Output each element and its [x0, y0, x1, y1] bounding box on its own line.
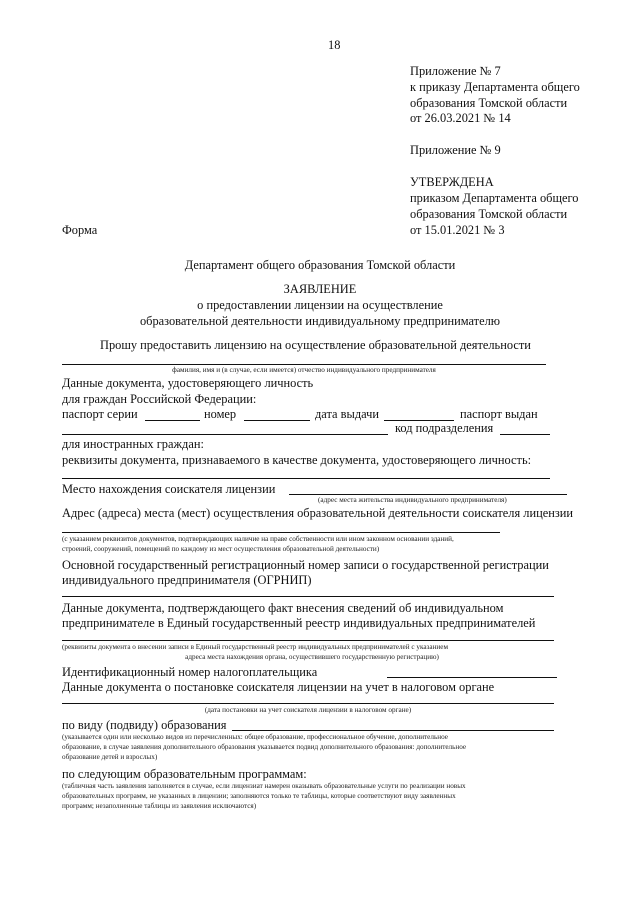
egrip-hint-1: (реквизиты документа о внесении записи в Единый государственный реестр индивидуальных предпринимателей с указанием: [62, 643, 449, 651]
division-code-label: код подразделения: [395, 421, 494, 435]
page-number: 18: [328, 38, 341, 52]
citizens-label: для граждан Российской Федерации:: [62, 392, 257, 406]
approved-title: УТВЕРЖДЕНА: [410, 175, 494, 189]
passport-number-field[interactable]: [244, 420, 310, 421]
appendix7-line4: от 26.03.2021 № 14: [410, 111, 511, 125]
passport-series-label: паспорт серии: [62, 407, 138, 421]
education-type-hint-3: образование детей и взрослых): [62, 753, 158, 761]
foreign-doc-label: реквизиты документа, признаваемого в качестве документа, удостоверяющего личность:: [62, 453, 532, 467]
fio-hint: фамилия, имя и (в случае, если имеется) отчество индивидуального предпринимателя: [172, 366, 436, 374]
activity-address-label: Адрес (адреса) места (мест) осуществления образовательной деятельности соискателя лицензии: [62, 506, 573, 520]
egrip-label-2: предпринимателе в Единый государственный реестр индивидуальных предпринимателей: [62, 616, 536, 630]
programs-hint-1: (табличная часть заявления заполняется в случае, если лицензиат намерен оказывать образовательные услуги по реализации новых: [62, 782, 466, 790]
appendix7-line2: к приказу Департамента общего: [410, 80, 580, 94]
form-label: Форма: [62, 223, 98, 237]
issued-by-field[interactable]: [62, 434, 388, 435]
approved-line1: приказом Департамента общего: [410, 191, 579, 205]
location-label: Место нахождения соискателя лицензии: [62, 482, 276, 496]
ogrnip-label-1: Основной государственный регистрационный номер записи о государственной регистрации: [62, 558, 549, 572]
programs-hint-2: образовательных программ, не указанных в лицензии; заполняются только те таблицы, которые соответствуют виду заявленных: [62, 792, 456, 800]
ogrnip-label-2: индивидуального предпринимателя (ОГРНИП): [62, 573, 312, 587]
request-text: Прошу предоставить лицензию на осуществление образовательной деятельности: [100, 338, 531, 352]
foreign-doc-field[interactable]: [62, 478, 550, 479]
tax-hint: (дата постановки на учет соискателя лицензии в налоговом органе): [204, 706, 412, 714]
tax-field[interactable]: [62, 703, 554, 704]
activity-address-field[interactable]: [62, 532, 500, 533]
passport-series-field[interactable]: [145, 420, 200, 421]
ogrnip-field[interactable]: [62, 596, 554, 597]
education-type-hint-2: образование, в случае заявления дополнительного образования указывается подвид дополнительного образования: дополнительное: [62, 743, 467, 751]
activity-address-hint-2: строений, сооружений, помещений по каждому из мест осуществления образовательной деятельности): [62, 545, 380, 553]
identity-heading: Данные документа, удостоверяющего личность: [62, 376, 314, 390]
foreigners-label: для иностранных граждан:: [62, 437, 204, 451]
document-title: ЗАЯВЛЕНИЕ: [283, 282, 357, 296]
issue-date-label: дата выдачи: [315, 407, 379, 421]
division-code-field[interactable]: [500, 434, 550, 435]
approved-line3: от 15.01.2021 № 3: [410, 223, 505, 237]
appendix9: Приложение № 9: [410, 143, 501, 157]
programs-label: по следующим образовательным программам:: [62, 767, 307, 781]
tax-label: Данные документа о постановке соискателя лицензии на учет в налоговом органе: [62, 680, 495, 694]
document-subtitle-2: образовательной деятельности индивидуальному предпринимателю: [139, 314, 501, 328]
education-type-field[interactable]: [232, 730, 554, 731]
appendix7-line1: Приложение № 7: [410, 64, 501, 78]
inn-field[interactable]: [387, 677, 557, 678]
programs-hint-3: программ; незаполненные таблицы из заявления исключаются): [62, 802, 257, 810]
issued-by-label: паспорт выдан: [460, 407, 538, 421]
fio-field[interactable]: [62, 364, 546, 365]
egrip-field[interactable]: [62, 640, 554, 641]
inn-label: Идентификационный номер налогоплательщика: [62, 665, 318, 679]
document-subtitle-1: о предоставлении лицензии на осуществление: [197, 298, 443, 312]
education-type-hint-1: (указывается один или несколько видов из перечисленных: общее образование, профессиональное обучение, дополнительное: [62, 733, 448, 741]
department-name: Департамент общего образования Томской области: [184, 258, 456, 272]
location-field[interactable]: [289, 494, 567, 495]
egrip-label-1: Данные документа, подтверждающего факт внесения сведений об индивидуальном: [62, 601, 504, 615]
passport-number-label: номер: [204, 407, 237, 421]
approved-line2: образования Томской области: [410, 207, 568, 221]
location-hint: (адрес места жительства индивидуального предпринимателя): [318, 496, 507, 504]
education-type-label: по виду (подвиду) образования: [62, 718, 227, 732]
activity-address-hint-1: (с указанием реквизитов документов, подтверждающих наличие на праве собственности или ином законном основании зданий,: [62, 535, 454, 543]
appendix7-line3: образования Томской области: [410, 96, 568, 110]
egrip-hint-2: адреса места нахождения органа, осуществившего государственную регистрацию): [185, 653, 439, 661]
